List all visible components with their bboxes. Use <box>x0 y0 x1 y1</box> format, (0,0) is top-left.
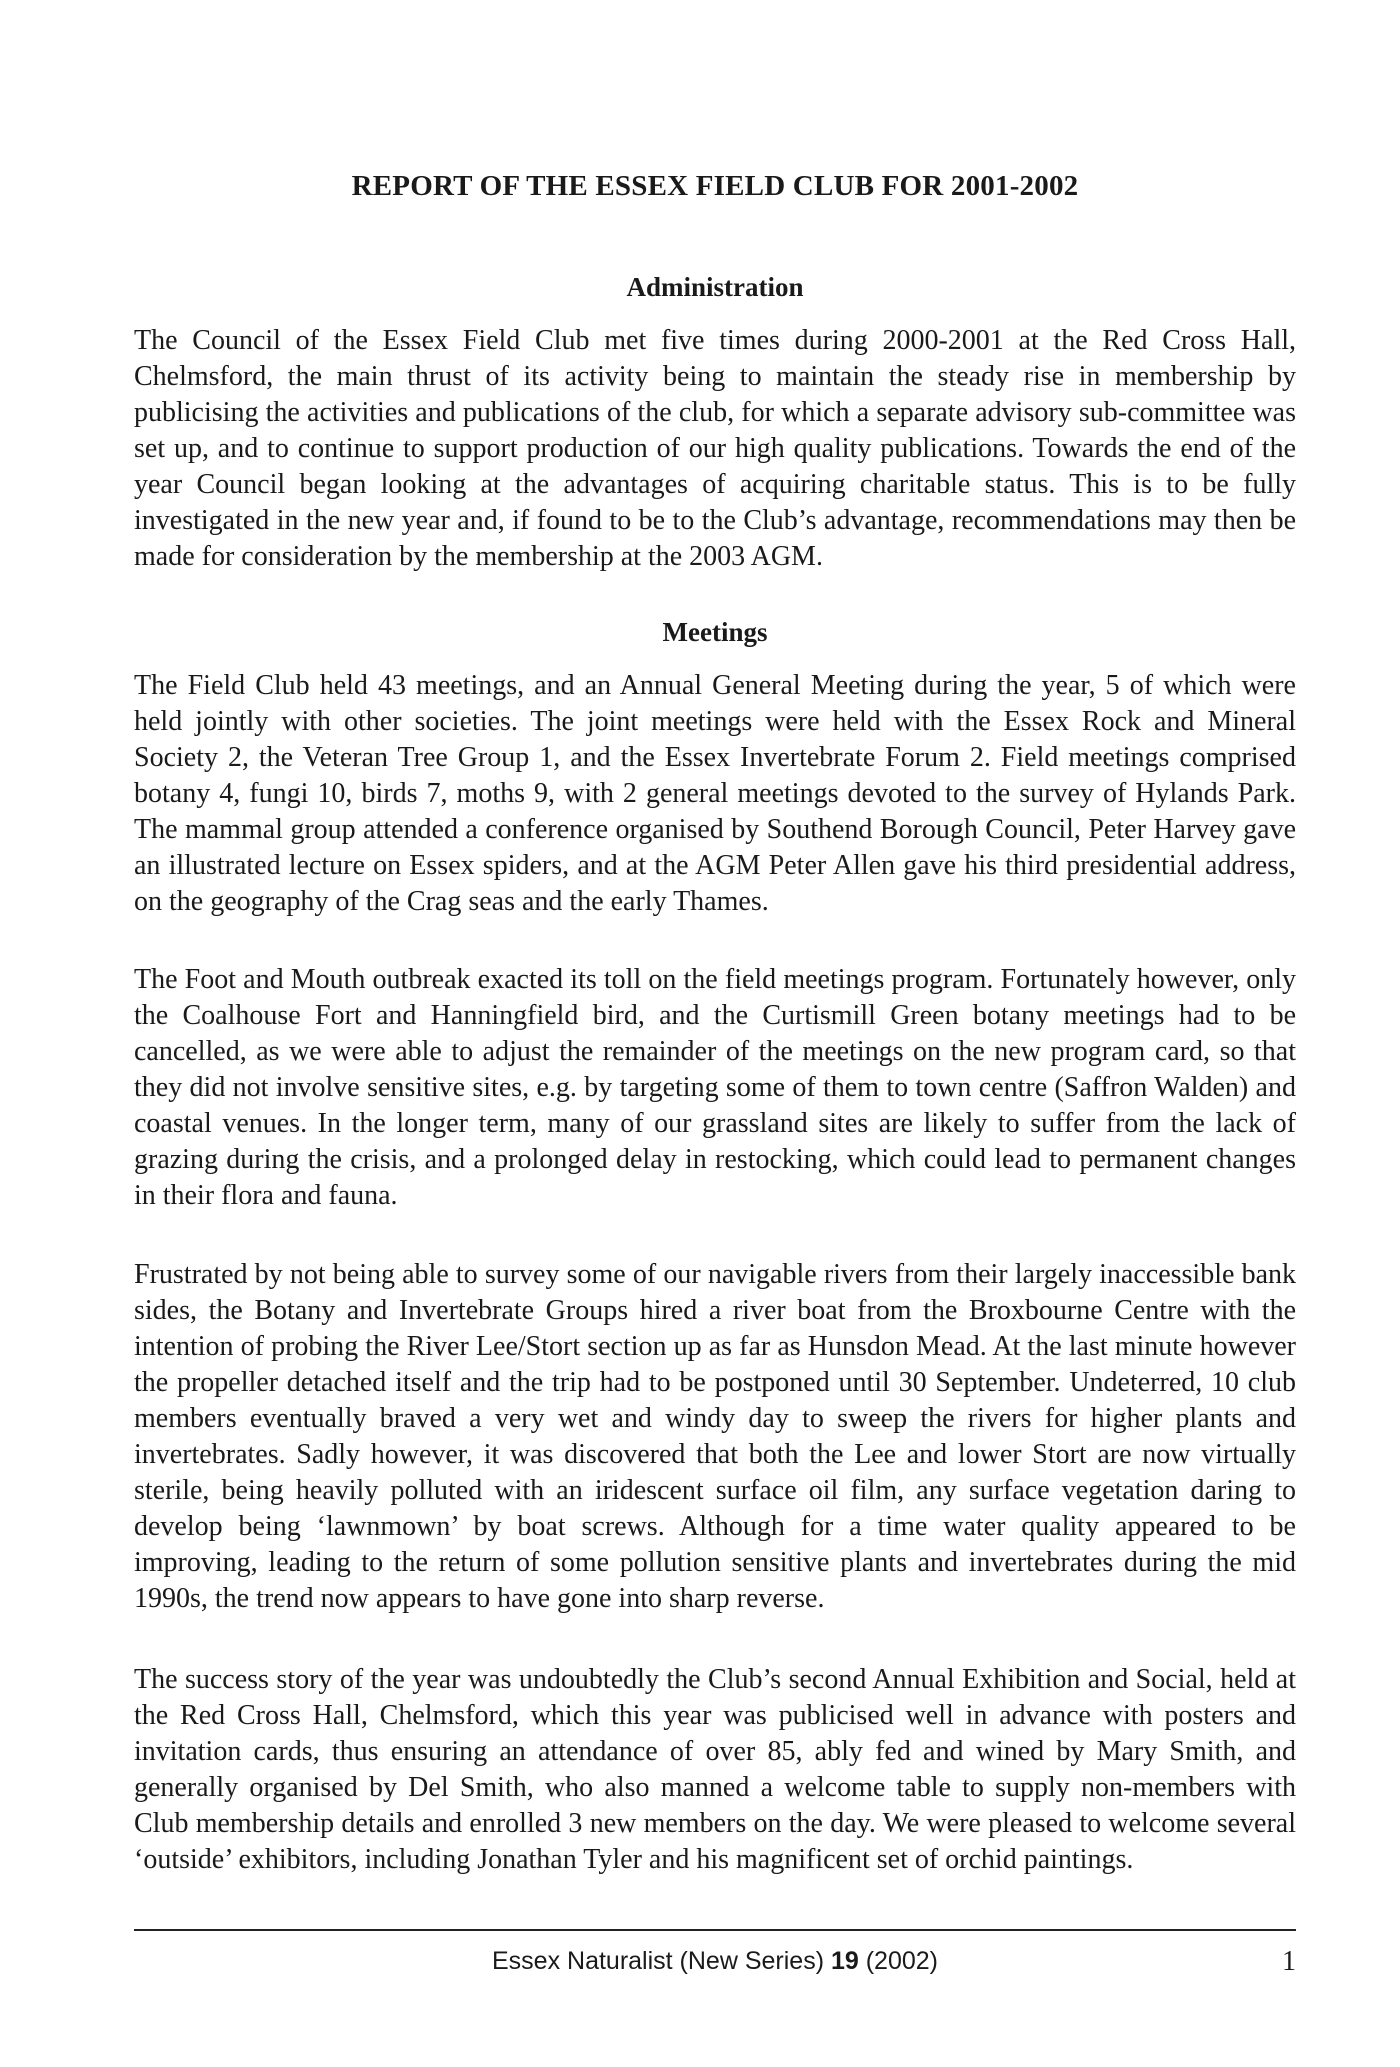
report-title: REPORT OF THE ESSEX FIELD CLUB FOR 2001-2002 <box>351 170 1079 202</box>
section-heading-administration: Administration <box>626 272 804 302</box>
meetings-paragraph-4: The success story of the year was undoubtedly the Club’s second Annual Exhibition and Social, held at the Red Cross Hall, Chelmsford, which this year was publicised well in advance with posters and invitation cards, thus ensuring an attendance of over 85, ably fed and wined by Mary Smith, and generally organised by Del Smith, who also manned a welcome table to supply non-members with Club membership details and enrolled 3 new members on the day. We were pleased to welcome several ‘outside’ exhibitors, including Jonathan Tyler and his magnificent set of orchid paintings. <box>134 1664 1296 1875</box>
journal-year: (2002) <box>865 1947 938 1975</box>
journal-volume: 19 <box>830 1947 859 1975</box>
meetings-paragraph-3: Frustrated by not being able to survey some of our navigable rivers from their largely inaccessible bank sides, the Botany and Invertebrate Groups hired a river boat from the Broxbourne Centre with the intention of probing the River Lee/Stort section up as far as Hunsdon Mead. At the last minute however the propeller detached itself and the trip had to be postponed until 30 September. Undeterred, 10 club members eventually braved a very wet and windy day to sweep the rivers for higher plants and invertebrates. Sadly however, it was discovered that both the Lee and lower Stort are now virtually sterile, being heavily polluted with an iridescent surface oil film, any surface vegetation daring to develop being ‘lawnmown’ by boat screws. Although for a time water quality appeared to be improving, leading to the return of some pollution sensitive plants and invertebrates during the mid 1990s, the trend now appears to have gone into sharp reverse. <box>134 1259 1296 1614</box>
page-number: 1 <box>1282 1946 1296 1977</box>
footer-divider <box>134 1929 1296 1931</box>
administration-paragraph: The Council of the Essex Field Club met five times during 2000-2001 at the Red Cross Hall, Chelmsford, the main thrust of its activity being to maintain the steady rise in membership by publicising the activities and publications of the club, for which a separate advisory sub-committee was set up, and to continue to support production of our high quality publications. Towards the end of the year Council began looking at the advantages of acquiring charitable status. This is to be fully investigated in the new year and, if found to be to the Club’s advantage, recommendations may then be made for consideration by the membership at the 2003 AGM. <box>134 325 1296 572</box>
section-heading-meetings: Meetings <box>662 617 768 647</box>
journal-footer <box>134 1947 1296 1976</box>
document-page <box>134 0 1296 2067</box>
meetings-paragraph-1: The Field Club held 43 meetings, and an Annual General Meeting during the year, 5 of which were held jointly with other societies. The joint meetings were held with the Essex Rock and Mineral Society 2, the Veteran Tree Group 1, and the Essex Invertebrate Forum 2. Field meetings comprised botany 4, fungi 10, birds 7, moths 9, with 2 general meetings devoted to the survey of Hylands Park. The mammal group attended a conference organised by Southend Borough Council, Peter Harvey gave an illustrated lecture on Essex spiders, and at the AGM Peter Allen gave his third presidential address, on the geography of the Crag seas and the early Thames. <box>134 670 1296 917</box>
meetings-paragraph-2: The Foot and Mouth outbreak exacted its toll on the field meetings program. Fortunately however, only the Coalhouse Fort and Hanningfield bird, and the Curtismill Green botany meetings had to be cancelled, as we were able to adjust the remainder of the meetings on the new program card, so that they did not involve sensitive sites, e.g. by targeting some of them to town centre (Saffron Walden) and coastal venues. In the longer term, many of our grassland sites are likely to suffer from the lack of grazing during the crisis, and a prolonged delay in restocking, which could lead to permanent changes in their flora and fauna. <box>134 964 1296 1211</box>
journal-name: Essex Naturalist (New Series) <box>491 1947 825 1975</box>
